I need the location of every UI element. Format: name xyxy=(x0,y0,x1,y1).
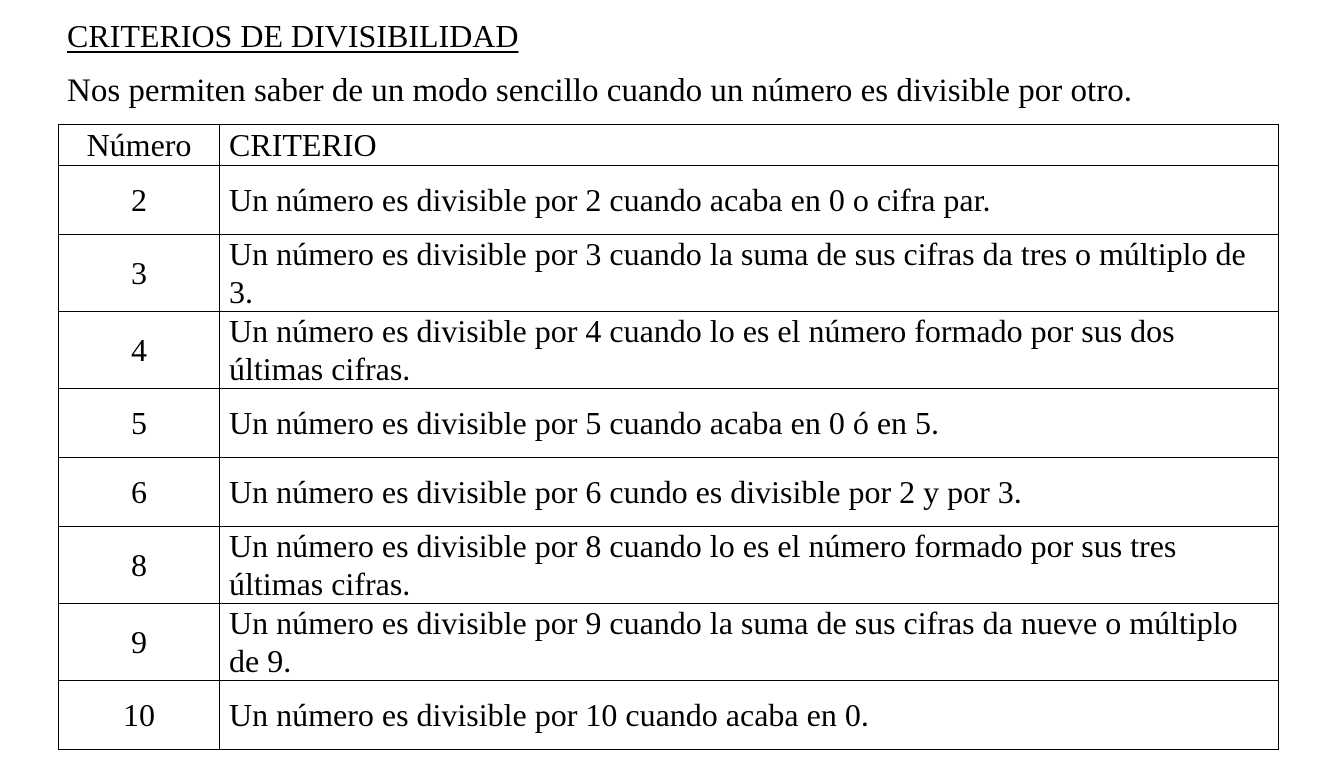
table-row xyxy=(59,166,1279,235)
row-number: 3 xyxy=(59,235,220,312)
row-criterion: Un número es divisible por 9 cuando la suma de sus cifras da nueve o múltiplo de 9. xyxy=(220,604,1279,681)
table-row xyxy=(59,389,1279,458)
row-criterion: Un número es divisible por 3 cuando la suma de sus cifras da tres o múltiplo de 3. xyxy=(220,235,1279,312)
column-header-criterion: CRITERIO xyxy=(220,125,1279,166)
table-header-row xyxy=(59,125,1279,166)
row-number: 5 xyxy=(59,389,220,458)
row-criterion: Un número es divisible por 6 cundo es divisible por 2 y por 3. xyxy=(220,458,1279,527)
column-header-number: Número xyxy=(59,125,220,166)
table-row xyxy=(59,312,1279,389)
row-number: 4 xyxy=(59,312,220,389)
row-number: 10 xyxy=(59,681,220,750)
table-row xyxy=(59,681,1279,750)
table-row xyxy=(59,458,1279,527)
row-number: 8 xyxy=(59,527,220,604)
table-row xyxy=(59,604,1279,681)
divisibility-criteria-table xyxy=(58,124,1279,750)
row-criterion: Un número es divisible por 5 cuando acaba en 0 ó en 5. xyxy=(220,389,1279,458)
row-number: 6 xyxy=(59,458,220,527)
intro-paragraph: Nos permiten saber de un modo sencillo cuando un número es divisible por otro. xyxy=(67,73,1132,109)
row-criterion: Un número es divisible por 4 cuando lo es el número formado por sus dos últimas cifras. xyxy=(220,312,1279,389)
row-criterion: Un número es divisible por 10 cuando acaba en 0. xyxy=(220,681,1279,750)
row-number: 2 xyxy=(59,166,220,235)
table-row xyxy=(59,235,1279,312)
row-criterion: Un número es divisible por 2 cuando acaba en 0 o cifra par. xyxy=(220,166,1279,235)
table-row xyxy=(59,527,1279,604)
row-number: 9 xyxy=(59,604,220,681)
page-title: CRITERIOS DE DIVISIBILIDAD xyxy=(67,18,519,54)
row-criterion: Un número es divisible por 8 cuando lo es el número formado por sus tres últimas cifras. xyxy=(220,527,1279,604)
